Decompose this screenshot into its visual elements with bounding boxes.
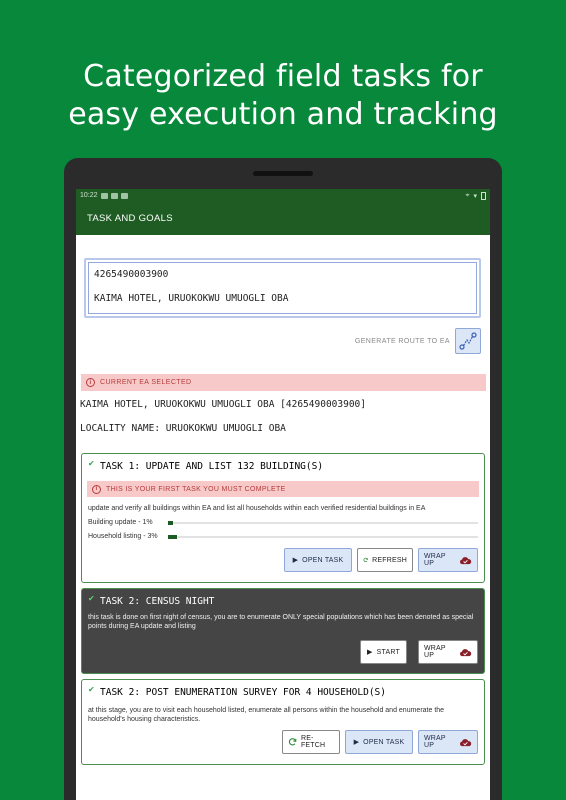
location-icon: ⌖ — [465, 191, 470, 199]
progress-track — [168, 536, 478, 538]
play-icon: ▶ — [367, 649, 373, 656]
battery-icon — [481, 192, 486, 200]
task-1-warning-text: THIS IS YOUR FIRST TASK YOU MUST COMPLETE — [106, 485, 286, 493]
task-3-title: TASK 2: POST ENUMERATION SURVEY FOR 4 HOUSEHOLD(S) — [100, 687, 386, 698]
ea-name: KAIMA HOTEL, URUOKOKWU UMUOGLI OBA — [94, 293, 289, 304]
cloud-check-icon — [459, 738, 472, 747]
wrap-up-label: WRAP UP — [424, 553, 446, 567]
app-screen — [76, 189, 490, 800]
task-2-title: TASK 2: CENSUS NIGHT — [100, 596, 215, 607]
open-task-label: OPEN TASK — [363, 738, 405, 746]
wrap-up-button[interactable] — [418, 548, 478, 572]
main-content — [76, 258, 490, 765]
app-bar — [76, 202, 490, 235]
refresh-button[interactable] — [357, 548, 413, 572]
task-1-description: update and verify all buildings within EA and list all households within each verified residential buildings in EA — [88, 505, 426, 512]
tablet-speaker — [253, 171, 313, 176]
promo-headline — [0, 58, 566, 134]
promo-line-1: Categorized field tasks for — [83, 59, 483, 94]
progress-fill — [168, 521, 173, 525]
task-card-1 — [81, 453, 485, 583]
wrap-up-button[interactable] — [418, 640, 478, 664]
start-button[interactable] — [360, 640, 407, 664]
cloud-check-icon — [459, 556, 472, 565]
check-icon: ✔ — [88, 685, 95, 694]
progress-building-update — [82, 516, 484, 529]
play-icon: ▶ — [353, 739, 360, 746]
task-2-actions — [82, 640, 484, 664]
progress-household-listing — [82, 530, 484, 543]
route-icon — [459, 332, 477, 350]
page-title: TASK AND GOALS — [87, 213, 173, 224]
task-card-3 — [81, 679, 485, 765]
promo-line-2: easy execution and tracking — [68, 97, 498, 132]
task-3-actions — [82, 730, 484, 754]
task-1-title: TASK 1: UPDATE AND LIST 132 BUILDING(S) — [100, 461, 324, 472]
refresh-label: REFRESH — [372, 556, 407, 564]
check-icon: ✔ — [88, 594, 95, 603]
current-ea-banner — [81, 374, 486, 391]
wrap-up-label: WRAP UP — [424, 645, 446, 659]
task-1-actions — [82, 548, 484, 572]
refetch-label: RE-FETCH — [300, 735, 326, 749]
task-2-description: this task is done on first night of census, you are to enumerate ONLY special populations which has been denoted as special points during EA update and listing — [88, 614, 474, 630]
task-1-warning — [87, 481, 479, 497]
open-task-button[interactable] — [284, 548, 352, 572]
play-icon: ▶ — [292, 557, 299, 564]
download-icon — [121, 193, 128, 199]
tablet-frame — [64, 158, 502, 800]
ea-selector-inner[interactable] — [88, 262, 477, 314]
status-bar — [76, 189, 490, 202]
wrap-up-button[interactable] — [418, 730, 478, 754]
progress-fill — [168, 535, 177, 539]
refetch-button[interactable] — [282, 730, 340, 754]
route-label: GENERATE ROUTE TO EA — [354, 337, 450, 345]
locality-name: LOCALITY NAME: URUOKOKWU UMUOGLI OBA — [80, 423, 286, 434]
generate-route-button[interactable] — [455, 328, 481, 354]
wrap-up-label: WRAP UP — [424, 735, 446, 749]
ea-code: 4265490003900 — [94, 269, 169, 280]
status-time: 10:22 — [80, 192, 98, 199]
task-3-description: at this stage, you are to visit each household listed, enumerate all persons within the household and enumerate the household's housing characteristics. — [88, 707, 445, 723]
progress-track — [168, 522, 478, 524]
refresh-icon — [288, 737, 297, 747]
progress-label: Building update - 1% — [88, 519, 153, 526]
open-task-button[interactable] — [345, 730, 413, 754]
cloud-check-icon — [459, 648, 472, 657]
wifi-icon: ▾ — [473, 192, 477, 200]
current-ea-name: KAIMA HOTEL, URUOKOKWU UMUOGLI OBA [4265490003900] — [80, 399, 366, 410]
cloud-icon — [111, 193, 118, 199]
info-icon: i — [86, 378, 95, 387]
refresh-icon — [363, 555, 368, 565]
route-row — [78, 325, 488, 357]
current-ea-banner-text: CURRENT EA SELECTED — [100, 379, 192, 386]
task-card-2 — [81, 588, 485, 674]
info-icon: i — [92, 485, 101, 494]
open-task-label: OPEN TASK — [302, 556, 344, 564]
start-label: START — [376, 648, 400, 656]
ea-selector[interactable] — [84, 258, 481, 318]
notification-icon — [101, 193, 108, 199]
progress-label: Household listing - 3% — [88, 533, 158, 540]
check-icon: ✔ — [88, 459, 95, 468]
